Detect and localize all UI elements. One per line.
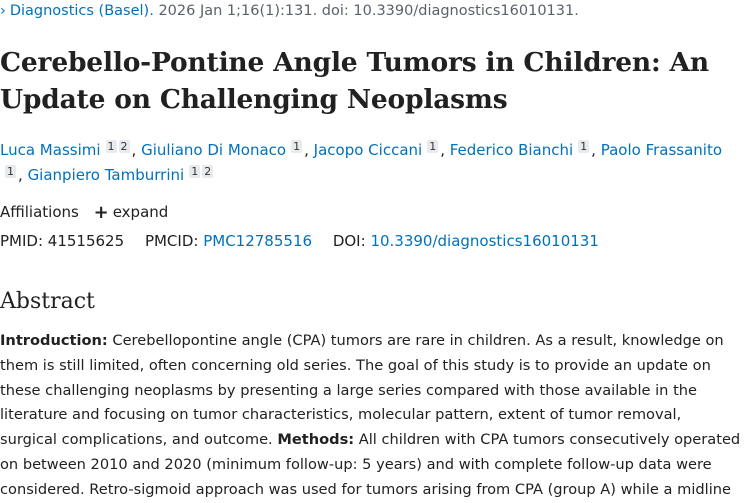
author-link[interactable]: Gianpiero Tamburrini bbox=[27, 166, 185, 184]
author-separator: , bbox=[131, 141, 137, 159]
author-affiliation-refs bbox=[188, 166, 214, 184]
author-separator: , bbox=[591, 141, 596, 159]
author-affiliation-refs bbox=[4, 166, 17, 184]
abstract-text bbox=[0, 329, 742, 503]
affiliation-ref-badge[interactable]: 1 bbox=[7, 165, 14, 178]
author-link[interactable]: Jacopo Ciccani bbox=[313, 141, 423, 159]
author-affiliation-refs bbox=[426, 141, 439, 159]
author-list bbox=[0, 138, 740, 188]
plus-icon: + bbox=[93, 202, 109, 223]
journal-link[interactable]: Diagnostics (Basel). bbox=[9, 3, 154, 19]
author-link[interactable]: Giuliano Di Monaco bbox=[141, 141, 287, 159]
pmid-label: PMID: bbox=[0, 232, 44, 250]
author-affiliation-refs bbox=[105, 141, 131, 159]
introduction-label: Introduction: bbox=[0, 332, 108, 349]
affiliation-ref-badge[interactable]: 1 bbox=[293, 140, 301, 153]
citation-line bbox=[0, 3, 579, 19]
identifiers-row bbox=[0, 232, 615, 250]
chevron-right-icon[interactable]: › bbox=[0, 3, 6, 19]
pmcid-block bbox=[145, 232, 312, 250]
doi-block bbox=[333, 232, 599, 250]
introduction-text: Cerebellopontine angle (CPA) tumors are rare in children. As a result, knowledge on them is still limited, often concerning old series. The goal of this study is to provide an update on these challenging neoplasms by presenting a large series compared with those available in the literature and focusing on tumor characteristics, molecular pattern, extent of tumor removal, surgical complications, and outcome. bbox=[0, 332, 724, 449]
affiliation-ref-badge[interactable]: 1 bbox=[580, 140, 588, 153]
article-title: Cerebello-Pontine Angle Tumors in Children: An Update on Challenging Neoplasms bbox=[0, 47, 709, 115]
author-separator: , bbox=[440, 141, 445, 159]
affiliation-ref-badge[interactable]: 1 bbox=[191, 165, 199, 178]
doi-label: DOI: bbox=[332, 232, 366, 250]
affiliation-ref-badge[interactable]: 2 bbox=[204, 165, 212, 178]
author-affiliation-refs bbox=[577, 141, 590, 159]
pmcid-link[interactable]: PMC12785516 bbox=[203, 232, 313, 250]
affiliation-ref-badge[interactable]: 1 bbox=[429, 140, 437, 153]
expand-label: expand bbox=[112, 203, 169, 221]
affiliations-expand-button[interactable] bbox=[94, 203, 169, 221]
abstract-heading: Abstract bbox=[0, 289, 95, 314]
author-affiliation-refs bbox=[290, 141, 303, 159]
doi-link[interactable]: 10.3390/diagnostics16010131 bbox=[370, 232, 599, 250]
author-link[interactable]: Paolo Frassanito bbox=[600, 141, 723, 159]
affiliation-ref-badge[interactable]: 2 bbox=[120, 140, 128, 153]
pmid-value: 41515625 bbox=[47, 232, 125, 250]
author-separator: , bbox=[304, 141, 309, 159]
author-link[interactable]: Federico Bianchi bbox=[449, 141, 574, 159]
author-link[interactable]: Luca Massimi bbox=[0, 141, 101, 159]
methods-label: Methods: bbox=[277, 431, 355, 449]
pmcid-label: PMCID: bbox=[144, 232, 199, 250]
affiliations-row bbox=[0, 203, 168, 221]
citation-details: 2026 Jan 1;16(1):131. doi: 10.3390/diagnostics16010131. bbox=[158, 3, 579, 19]
author-separator: , bbox=[18, 166, 23, 184]
pmid-block bbox=[0, 232, 124, 250]
affiliations-label: Affiliations bbox=[0, 203, 79, 221]
methods-text: All children with CPA tumors consecutively operated on between 2010 and 2020 (minimum follow-up: 5 years) and with complete follow-up data were considered. Retro-sigmoid approach was used for tumors arising from CPA (group A) while a midline bbox=[0, 431, 741, 498]
affiliation-ref-badge[interactable]: 1 bbox=[107, 140, 115, 153]
